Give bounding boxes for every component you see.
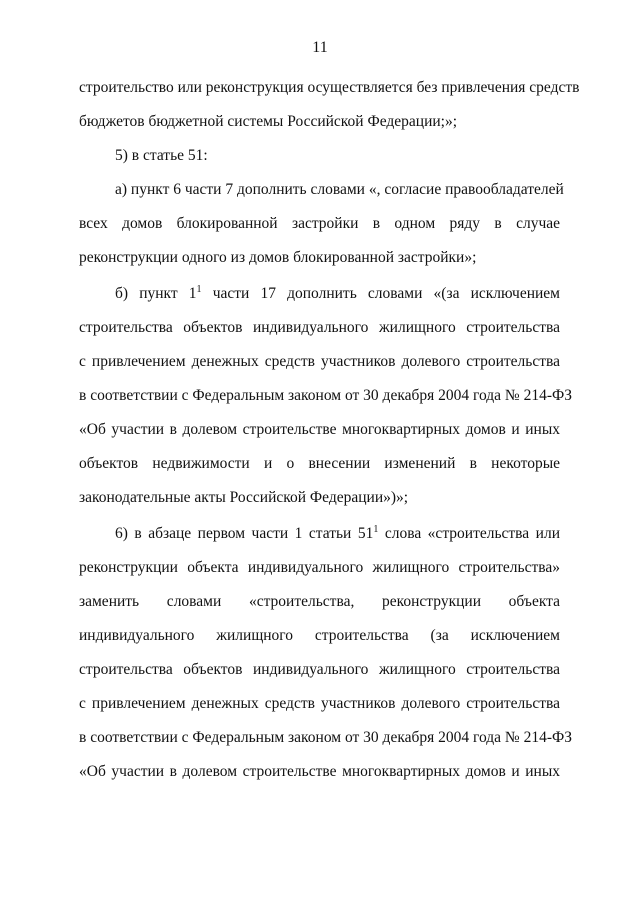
text-line: всех домов блокированной застройки в одном ряду в случае <box>79 215 560 232</box>
text-line <box>115 284 560 304</box>
superscript: 1 <box>196 284 202 295</box>
text-line: строительства объектов индивидуального жилищного строительства <box>79 661 560 678</box>
text-fragment: б) пункт 1 <box>115 285 197 302</box>
page-number: 11 <box>312 39 328 56</box>
text-fragment: 6) в абзаце первом части 1 статьи 51 <box>115 525 374 542</box>
text-line <box>115 524 560 544</box>
text-line: с привлечением денежных средств участников долевого строительства <box>79 695 560 712</box>
text-line: «Об участии в долевом строительстве многоквартирных домов и иных <box>79 421 560 438</box>
superscript: 1 <box>373 524 379 535</box>
list-item-heading: 5) в статье 51: <box>115 147 208 164</box>
text-line: «Об участии в долевом строительстве многоквартирных домов и иных <box>79 763 560 780</box>
text-line: строительства объектов индивидуального жилищного строительства <box>79 319 560 336</box>
text-line: в соответствии с Федеральным законом от 30 декабря 2004 года № 214-ФЗ <box>79 387 573 404</box>
text-line: индивидуального жилищного строительства (за исключением <box>79 627 560 644</box>
text-line: реконструкции одного из домов блокированной застройки»; <box>79 249 477 266</box>
text-line: с привлечением денежных средств участников долевого строительства <box>79 353 560 370</box>
text-line: бюджетов бюджетной системы Российской Федерации;»; <box>79 113 458 130</box>
text-fragment: части 17 дополнить словами «(за исключением <box>201 285 560 302</box>
text-line: в соответствии с Федеральным законом от 30 декабря 2004 года № 214-ФЗ <box>79 729 573 746</box>
text-fragment: слова «строительства или <box>378 525 560 542</box>
text-line: а) пункт 6 части 7 дополнить словами «, согласие правообладателей <box>115 181 564 198</box>
text-line: строительство или реконструкция осуществляется без привлечения средств <box>79 79 580 96</box>
text-line: реконструкции объекта индивидуального жилищного строительства» <box>79 559 560 576</box>
text-line: заменить словами «строительства, реконструкции объекта <box>79 593 560 610</box>
text-line: законодательные акты Российской Федерации»)»; <box>79 489 409 506</box>
text-line: объектов недвижимости и о внесении изменений в некоторые <box>79 455 560 472</box>
